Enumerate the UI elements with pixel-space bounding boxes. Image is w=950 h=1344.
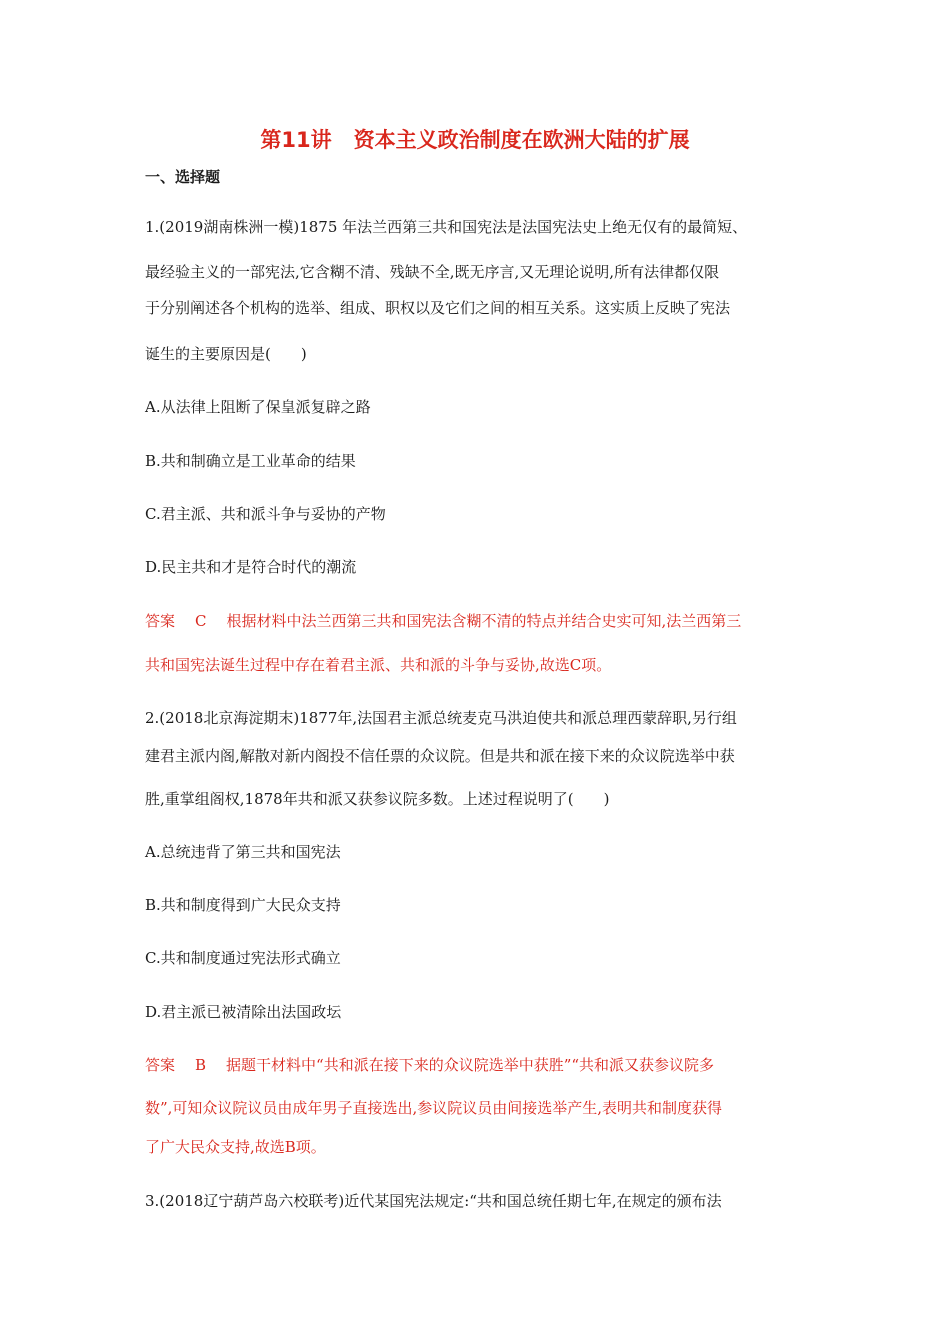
option-d: D.民主共和才是符合时代的潮流 [145,558,357,576]
option-b: B.共和制度得到广大民众支持 [145,896,341,914]
lecture-topic: 资本主义政治制度在欧洲大陆的扩展 [353,128,690,152]
question-stem-line: 于分别阐述各个机构的选举、组成、职权以及它们之间的相互关系。这实质上反映了宪法 [145,299,731,317]
answer-key: B [195,1056,207,1074]
answer-line [145,1055,714,1075]
question-stem-line: 诞生的主要原因是( ) [145,345,307,363]
answer-line [145,611,741,631]
explanation-line: 了广大民众支持,故选B项。 [145,1138,326,1156]
question-stem-line: 1.(2019湖南株洲一模)1875 年法兰西第三共和国宪法是法国宪法史上绝无仅有的最简短、 [145,218,748,236]
question-stem-line: 胜,重掌组阁权,1878年共和派又获参议院多数。上述过程说明了( ) [145,790,610,808]
question-stem-line: 2.(2018北京海淀期末)1877年,法国君主派总统麦克马洪迫使共和派总理西蒙辞职,另行组 [145,709,737,727]
question-stem-line: 3.(2018辽宁葫芦岛六校联考)近代某国宪法规定:“共和国总统任期七年,在规定的颁布法 [145,1192,722,1210]
explanation-text: 根据材料中法兰西第三共和国宪法含糊不清的特点并结合史实可知,法兰西第三 [226,612,742,630]
section-heading: 一、选择题 [145,168,221,186]
question-stem-line: 建君主派内阁,解散对新内阁投不信任票的众议院。但是共和派在接下来的众议院选举中获 [145,747,735,765]
answer-key: C [195,612,207,630]
option-c: C.君主派、共和派斗争与妥协的产物 [145,505,386,523]
explanation-text: 据题干材料中“共和派在接下来的众议院选举中获胜”“共和派又获参议院多 [226,1056,715,1074]
page-title [0,124,950,154]
option-c: C.共和制度通过宪法形式确立 [145,949,341,967]
explanation-line: 共和国宪法诞生过程中存在着君主派、共和派的斗争与妥协,故选C项。 [145,656,612,674]
question-stem-line: 最经验主义的一部宪法,它含糊不清、残缺不全,既无序言,又无理论说明,所有法律都仅限 [145,263,720,281]
lecture-number: 第11讲 [260,128,332,152]
option-d: D.君主派已被清除出法国政坛 [145,1003,342,1021]
option-a: A.从法律上阻断了保皇派复辟之路 [145,398,371,416]
option-a: A.总统违背了第三共和国宪法 [145,843,341,861]
answer-label: 答案 [145,1056,176,1074]
answer-label: 答案 [145,612,176,630]
explanation-line: 数”,可知众议院议员由成年男子直接选出,参议院议员由间接选举产生,表明共和制度获得 [145,1099,722,1117]
option-b: B.共和制确立是工业革命的结果 [145,452,356,470]
